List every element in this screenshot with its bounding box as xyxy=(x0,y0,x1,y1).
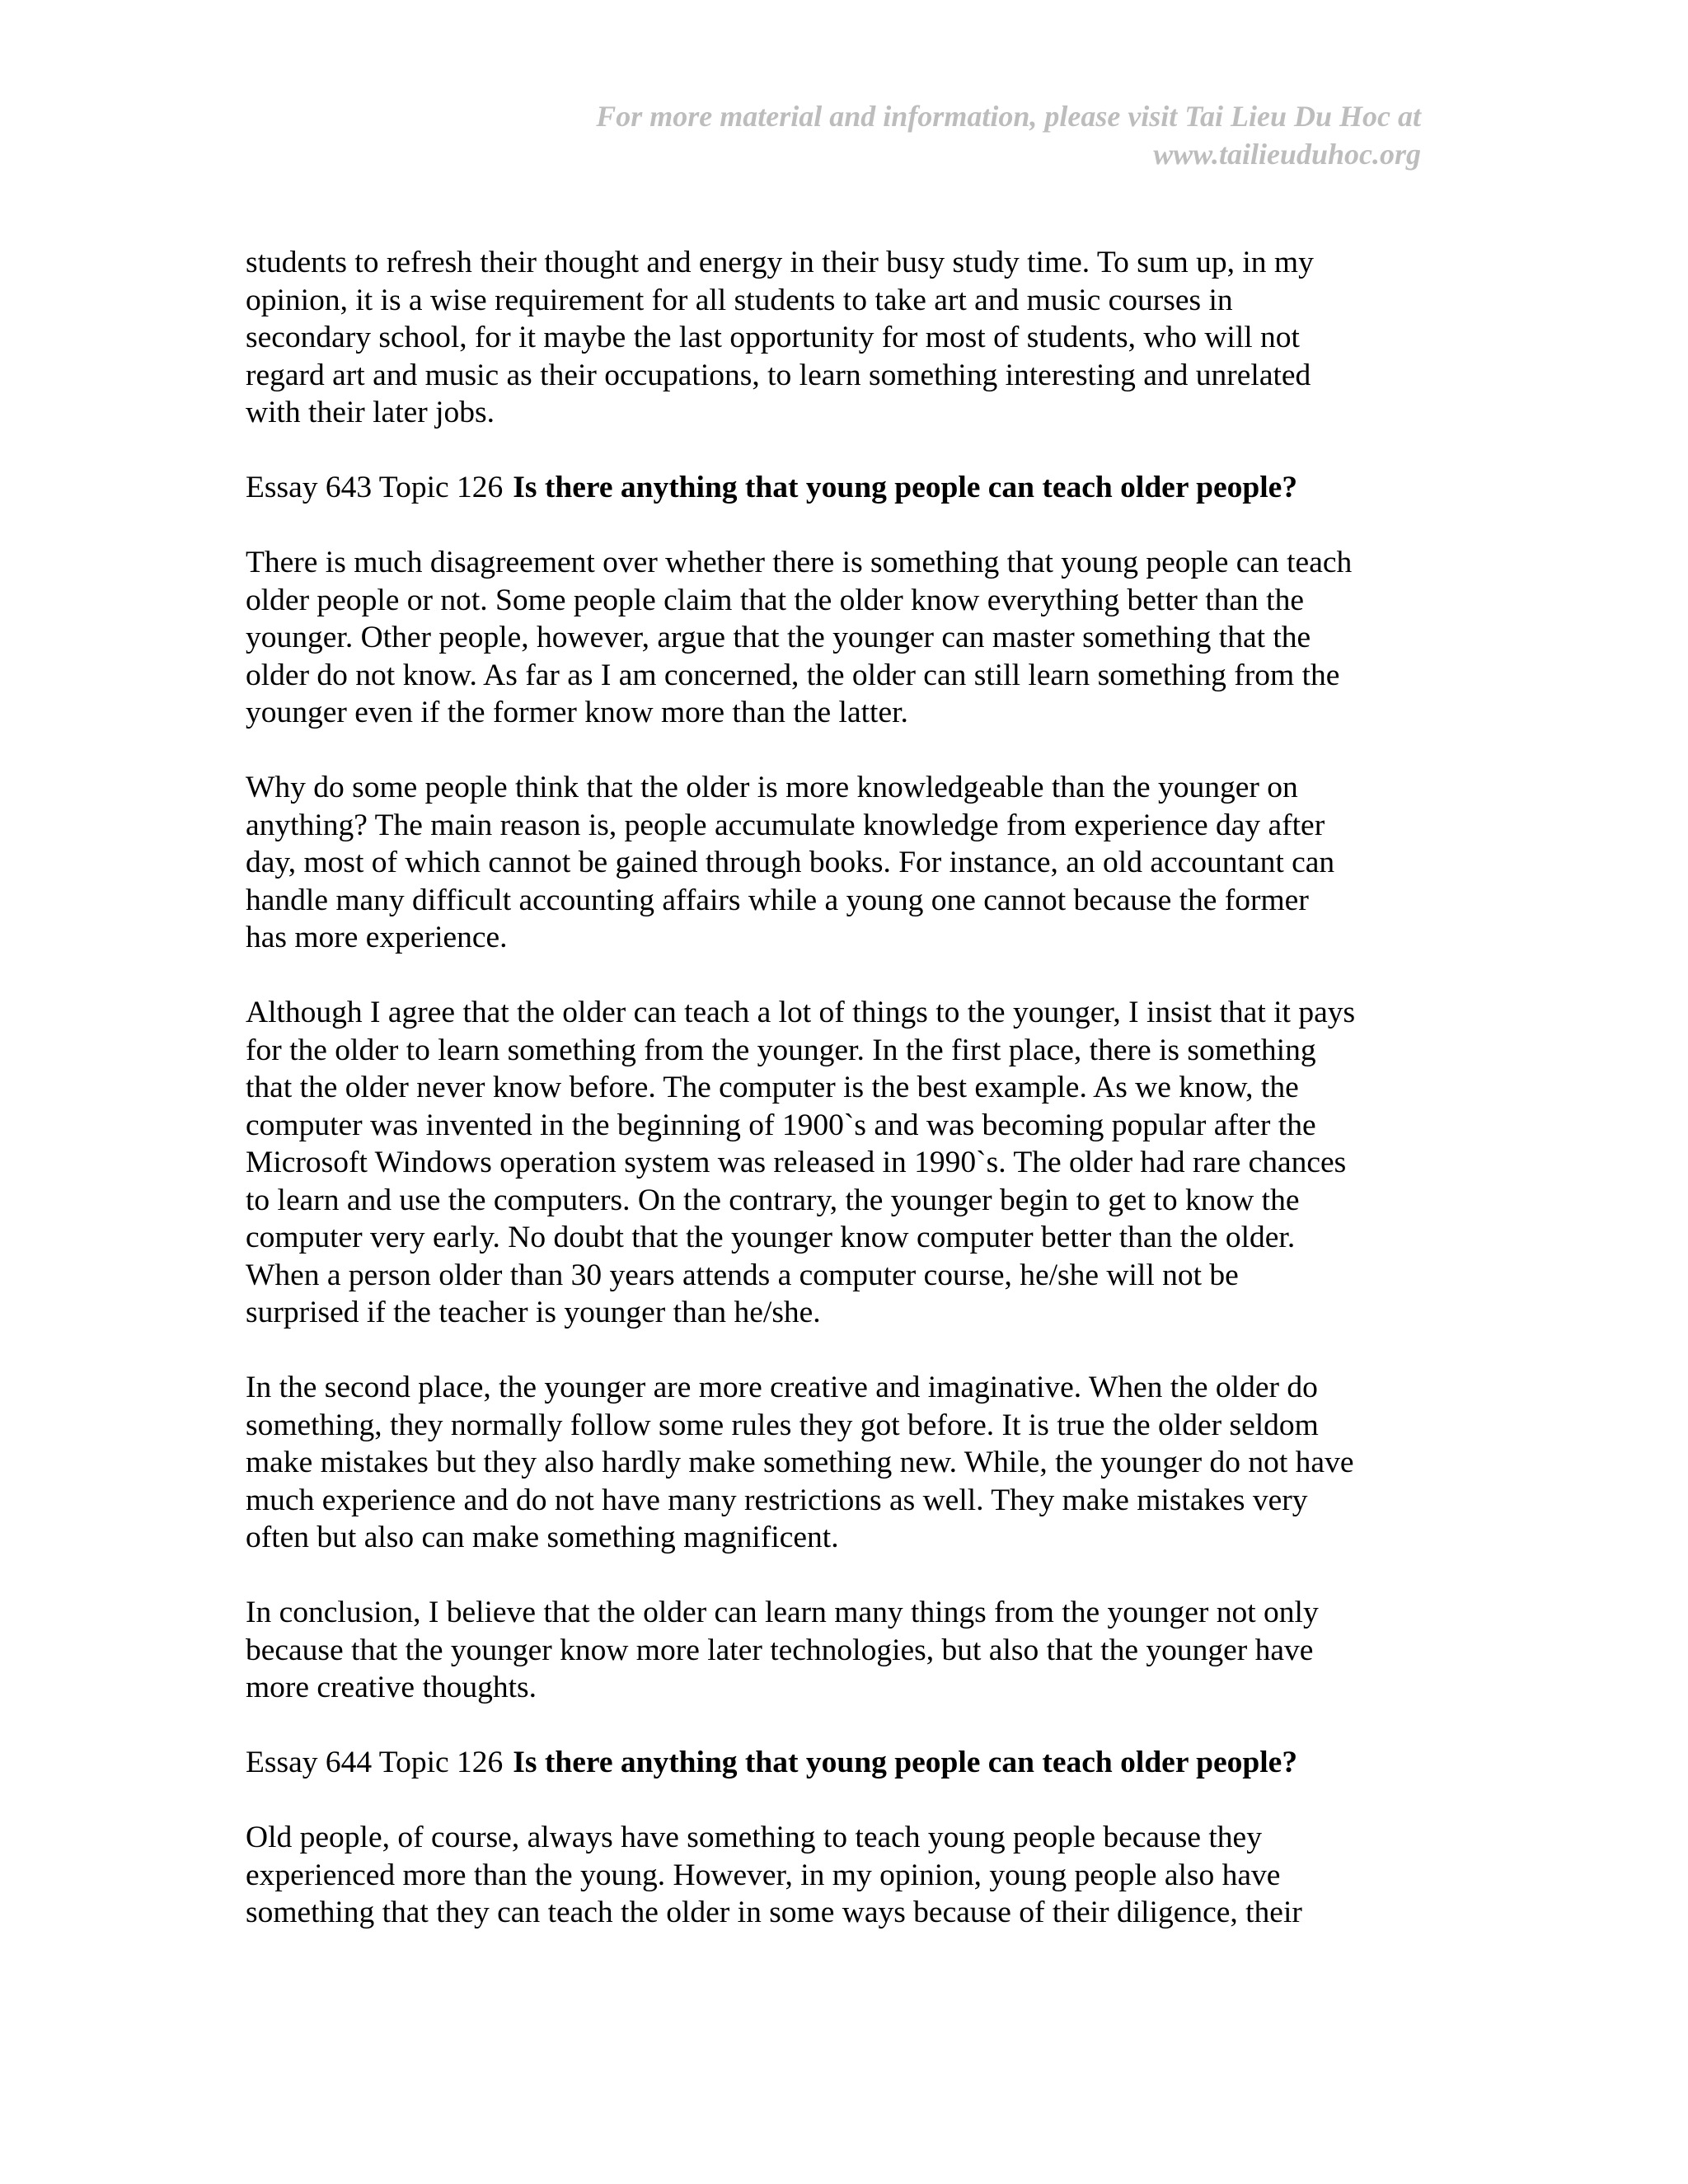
text-line: often but also can make something magnificent. xyxy=(246,1521,839,1554)
essay-label: Essay 643 Topic 126 xyxy=(246,471,504,504)
text-line: something, they normally follow some rules they got before. It is true the older seldom xyxy=(246,1408,1319,1442)
essay-643-paragraph-4 xyxy=(246,1369,1449,1557)
text-line: younger. Other people, however, argue that the younger can master something that the xyxy=(246,621,1311,654)
text-line: In the second place, the younger are more creative and imaginative. When the older do xyxy=(246,1371,1318,1404)
header-line-1: For more material and information, please visit Tai Lieu Du Hoc at xyxy=(596,100,1421,133)
essay-643-paragraph-1 xyxy=(246,544,1449,732)
text-line: make mistakes but they also hardly make something new. While, the younger do not have xyxy=(246,1446,1354,1479)
text-line: When a person older than 30 years attends a computer course, he/she will not be xyxy=(246,1258,1239,1292)
text-line: secondary school, for it maybe the last opportunity for most of students, who will not xyxy=(246,321,1300,354)
text-line: Old people, of course, always have something to teach young people because they xyxy=(246,1821,1262,1854)
text-line: with their later jobs. xyxy=(246,396,495,429)
text-line: more creative thoughts. xyxy=(246,1671,537,1704)
text-line: surprised if the teacher is younger than he/she. xyxy=(246,1296,821,1329)
page-header xyxy=(432,97,1421,173)
essay-644-paragraph-1 xyxy=(246,1819,1449,1932)
text-line: Microsoft Windows operation system was released in 1990`s. The older had rare chances xyxy=(246,1146,1347,1179)
text-line: computer was invented in the beginning of 1900`s and was becoming popular after the xyxy=(246,1108,1316,1142)
text-line: younger even if the former know more than the latter. xyxy=(246,696,908,729)
text-line: day, most of which cannot be gained through books. For instance, an old accountant can xyxy=(246,846,1335,879)
text-line: anything? The main reason is, people accumulate knowledge from experience day after xyxy=(246,808,1325,842)
text-line: Although I agree that the older can teach a lot of things to the younger, I insist that it pays xyxy=(246,996,1356,1029)
text-line: students to refresh their thought and energy in their busy study time. To sum up, in my xyxy=(246,246,1314,279)
intro-paragraph xyxy=(246,244,1449,432)
text-line: handle many difficult accounting affairs while a young one cannot because the former xyxy=(246,883,1309,917)
text-line: computer very early. No doubt that the younger know computer better than the older. xyxy=(246,1221,1296,1254)
text-line: In conclusion, I believe that the older can learn many things from the younger not only xyxy=(246,1596,1319,1629)
essay-643-heading xyxy=(246,469,1449,507)
text-line: that the older never know before. The computer is the best example. As we know, the xyxy=(246,1071,1299,1104)
text-line: experienced more than the young. However, in my opinion, young people also have xyxy=(246,1858,1281,1892)
essay-643-paragraph-3 xyxy=(246,994,1449,1332)
text-line: to learn and use the computers. On the contrary, the younger begin to get to know the xyxy=(246,1183,1300,1217)
text-line: older people or not. Some people claim that the older know everything better than the xyxy=(246,583,1304,617)
text-line: There is much disagreement over whether there is something that young people can teach xyxy=(246,546,1353,579)
text-line: has more experience. xyxy=(246,921,508,954)
text-line: older do not know. As far as I am concerned, the older can still learn something from the xyxy=(246,658,1340,692)
header-website: www.tailieuduhoc.org xyxy=(1153,138,1421,171)
text-line: regard art and music as their occupations, to learn something interesting and unrelated xyxy=(246,358,1311,392)
document-body xyxy=(246,244,1449,1969)
text-line: for the older to learn something from the younger. In the first place, there is something xyxy=(246,1033,1316,1067)
essay-label: Essay 644 Topic 126 xyxy=(246,1746,504,1779)
text-line: opinion, it is a wise requirement for all students to take art and music courses in xyxy=(246,283,1233,317)
text-line: much experience and do not have many restrictions as well. They make mistakes very xyxy=(246,1483,1308,1517)
essay-question: Is there anything that young people can teach older people? xyxy=(513,1746,1298,1779)
text-line: Why do some people think that the older is more knowledgeable than the younger on xyxy=(246,771,1298,804)
essay-644-heading xyxy=(246,1744,1449,1782)
essay-643-paragraph-2 xyxy=(246,769,1449,957)
text-line: because that the younger know more later technologies, but also that the younger have xyxy=(246,1633,1314,1667)
essay-643-paragraph-5 xyxy=(246,1594,1449,1707)
essay-question: Is there anything that young people can teach older people? xyxy=(513,471,1298,504)
text-line: something that they can teach the older in some ways because of their diligence, their xyxy=(246,1896,1302,1929)
